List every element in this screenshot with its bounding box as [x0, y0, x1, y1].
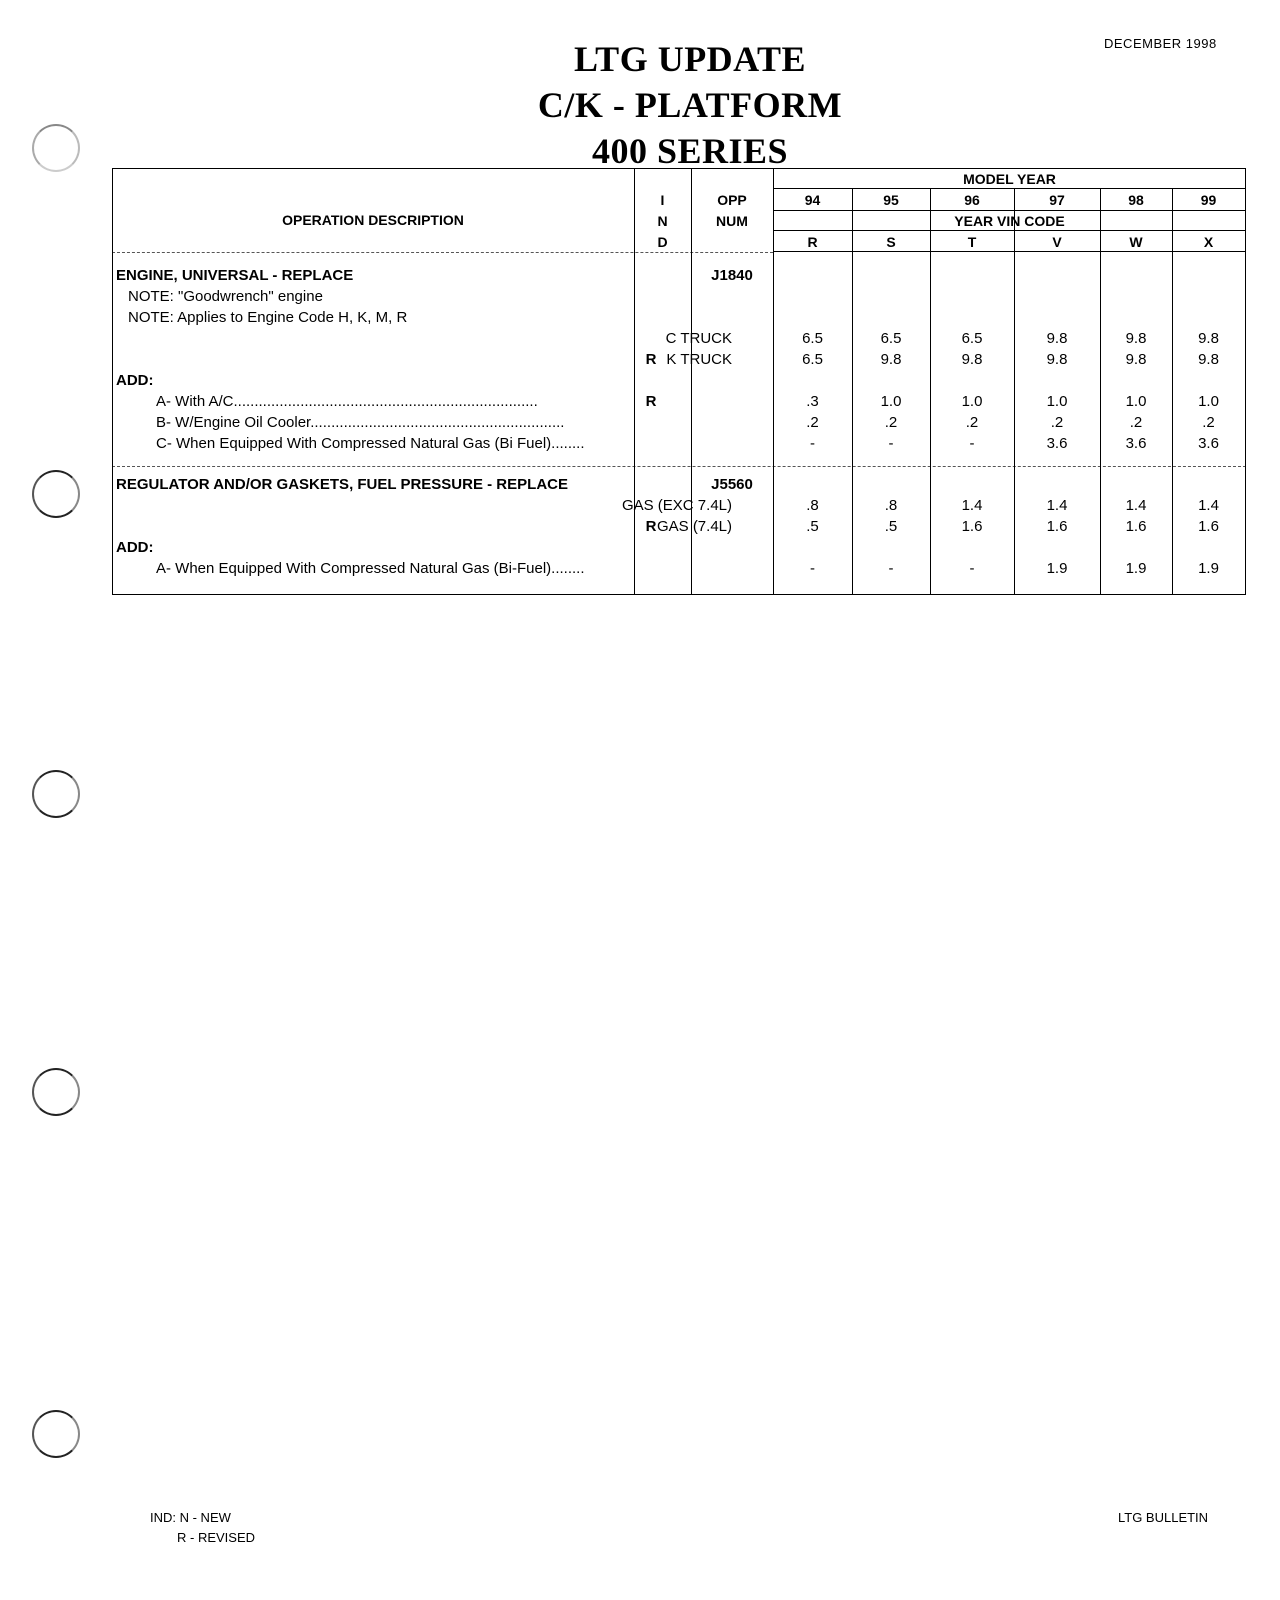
- operation-description: ADD:: [116, 372, 154, 389]
- opp-num-header: NUM: [716, 213, 748, 229]
- table-row: [112, 288, 1246, 309]
- labor-time-table: [112, 168, 1246, 595]
- table-row: [112, 497, 1246, 518]
- labor-time-value: 1.0: [1125, 393, 1147, 410]
- labor-time-value: 1.6: [961, 518, 983, 535]
- operation-description: K TRUCK: [666, 351, 732, 368]
- binder-hole-icon: [32, 770, 80, 818]
- year-header-cell: 95: [883, 192, 899, 208]
- opp-num: J1840: [711, 267, 753, 284]
- title-line-3: 400 SERIES: [591, 131, 789, 171]
- labor-time-value: 6.5: [961, 330, 983, 347]
- year-header-cell: 99: [1200, 192, 1217, 208]
- year-header-cell: 98: [1128, 192, 1144, 208]
- labor-time-value: 1.9: [1198, 560, 1219, 577]
- bulletin-label: LTG BULLETIN: [1118, 1510, 1209, 1525]
- ind-code: R: [645, 393, 657, 410]
- opp-num: J5560: [711, 476, 753, 493]
- labor-time-value: -: [810, 560, 815, 577]
- labor-time-value: 1.0: [1198, 393, 1219, 410]
- binder-hole-icon: [32, 1410, 80, 1458]
- labor-time-value: .2: [806, 414, 819, 431]
- table-row: [112, 476, 1246, 497]
- labor-time-value: 9.8: [961, 351, 983, 368]
- labor-time-value: 1.6: [1046, 518, 1068, 535]
- year-header-cell: 97: [1049, 192, 1065, 208]
- labor-time-value: -: [969, 560, 975, 577]
- year-header-cell: 96: [964, 192, 980, 208]
- labor-time-value: 6.5: [802, 330, 823, 347]
- ind-code: R: [645, 518, 657, 535]
- labor-time-value: 1.4: [961, 497, 983, 514]
- labor-time-value: 9.8: [1125, 330, 1147, 347]
- labor-time-value: 1.4: [1198, 497, 1219, 514]
- operation-description: NOTE: Applies to Engine Code H, K, M, R: [128, 309, 408, 326]
- labor-time-value: .3: [806, 393, 819, 410]
- labor-time-value: 9.8: [880, 351, 902, 368]
- labor-time-value: .2: [965, 414, 979, 431]
- operation-description: C TRUCK: [665, 330, 732, 347]
- year-vin-code-header: YEAR VIN CODE: [954, 213, 1065, 229]
- labor-time-value: .2: [1202, 414, 1215, 431]
- vin-code-cell: S: [886, 234, 896, 250]
- model-year-header: MODEL YEAR: [963, 171, 1056, 187]
- operation-description: NOTE: "Goodwrench" engine: [128, 288, 323, 305]
- labor-time-value: 1.9: [1125, 560, 1147, 577]
- labor-time-value: 1.0: [1046, 393, 1068, 410]
- operation-description: REGULATOR AND/OR GASKETS, FUEL PRESSURE - REPLACE: [116, 476, 568, 493]
- labor-time-value: 1.6: [1198, 518, 1219, 535]
- operation-description: A- With A/C.........................................................................: [156, 393, 538, 410]
- labor-time-value: .8: [806, 497, 819, 514]
- labor-time-value: .5: [884, 518, 898, 535]
- vin-code-cell: W: [1129, 234, 1143, 250]
- issue-date: DECEMBER 1998: [1104, 36, 1217, 51]
- labor-time-value: -: [888, 560, 894, 577]
- table-row: [112, 372, 1246, 393]
- binder-hole-icon: [32, 124, 80, 172]
- operation-description: ENGINE, UNIVERSAL - REPLACE: [116, 267, 354, 284]
- legend-new: IND: N - NEW: [150, 1510, 231, 1525]
- legend-revised: R - REVISED: [177, 1530, 256, 1545]
- vin-code-cell: R: [807, 234, 818, 250]
- labor-time-value: 3.6: [1198, 435, 1219, 452]
- labor-time-value: 1.6: [1125, 518, 1147, 535]
- title-line-2: C/K - PLATFORM: [537, 85, 843, 125]
- table-row: [112, 414, 1246, 435]
- binder-hole-icon: [32, 1068, 80, 1116]
- vin-code-cell: V: [1052, 234, 1062, 250]
- operation-description: GAS (EXC 7.4L): [621, 497, 732, 514]
- labor-time-value: .2: [1129, 414, 1143, 431]
- operation-description-header: OPERATION DESCRIPTION: [282, 212, 464, 228]
- vin-code-cell: T: [967, 234, 977, 250]
- ind-code: R: [645, 351, 657, 368]
- labor-time-value: 9.8: [1125, 351, 1147, 368]
- operation-description: C- When Equipped With Compressed Natural Gas (Bi Fuel)........: [156, 435, 585, 452]
- operation-description: GAS (7.4L): [656, 518, 732, 535]
- table-row: [112, 330, 1246, 351]
- labor-time-value: .8: [884, 497, 898, 514]
- operation-description: B- W/Engine Oil Cooler.............................................................: [156, 414, 565, 431]
- table-row: [112, 351, 1246, 372]
- labor-time-value: 1.0: [880, 393, 902, 410]
- ind-header: D: [657, 234, 668, 250]
- table-row: [112, 267, 1246, 288]
- table-row: [112, 309, 1246, 330]
- labor-time-value: 6.5: [880, 330, 902, 347]
- title-line-1: LTG UPDATE: [573, 39, 807, 79]
- labor-time-value: 9.8: [1046, 330, 1068, 347]
- labor-time-value: -: [969, 435, 975, 452]
- table-row: [112, 518, 1246, 539]
- labor-time-value: 6.5: [802, 351, 823, 368]
- labor-time-value: -: [810, 435, 815, 452]
- labor-time-value: 9.8: [1198, 330, 1219, 347]
- binder-hole-icon: [32, 470, 80, 518]
- vin-code-cell: X: [1203, 234, 1214, 250]
- operation-description: A- When Equipped With Compressed Natural Gas (Bi-Fuel)........: [156, 560, 585, 577]
- table-row: [112, 435, 1246, 456]
- labor-time-value: -: [888, 435, 894, 452]
- labor-time-value: .5: [806, 518, 819, 535]
- labor-time-value: 9.8: [1198, 351, 1219, 368]
- labor-time-value: 1.4: [1125, 497, 1147, 514]
- table-row: [112, 539, 1246, 560]
- labor-time-value: 1.4: [1046, 497, 1068, 514]
- table-row: [112, 393, 1246, 414]
- labor-time-value: 3.6: [1046, 435, 1068, 452]
- operation-description: ADD:: [116, 539, 154, 556]
- labor-time-value: .2: [1050, 414, 1064, 431]
- labor-time-value: 9.8: [1046, 351, 1068, 368]
- ind-header: N: [657, 213, 668, 229]
- labor-time-value: 1.9: [1046, 560, 1068, 577]
- ind-header: I: [660, 192, 665, 208]
- year-header-cell: 94: [804, 192, 821, 208]
- labor-time-value: .2: [884, 414, 898, 431]
- table-row: [112, 560, 1246, 581]
- labor-time-value: 1.0: [961, 393, 983, 410]
- opp-num-header: OPP: [717, 192, 747, 208]
- labor-time-value: 3.6: [1125, 435, 1147, 452]
